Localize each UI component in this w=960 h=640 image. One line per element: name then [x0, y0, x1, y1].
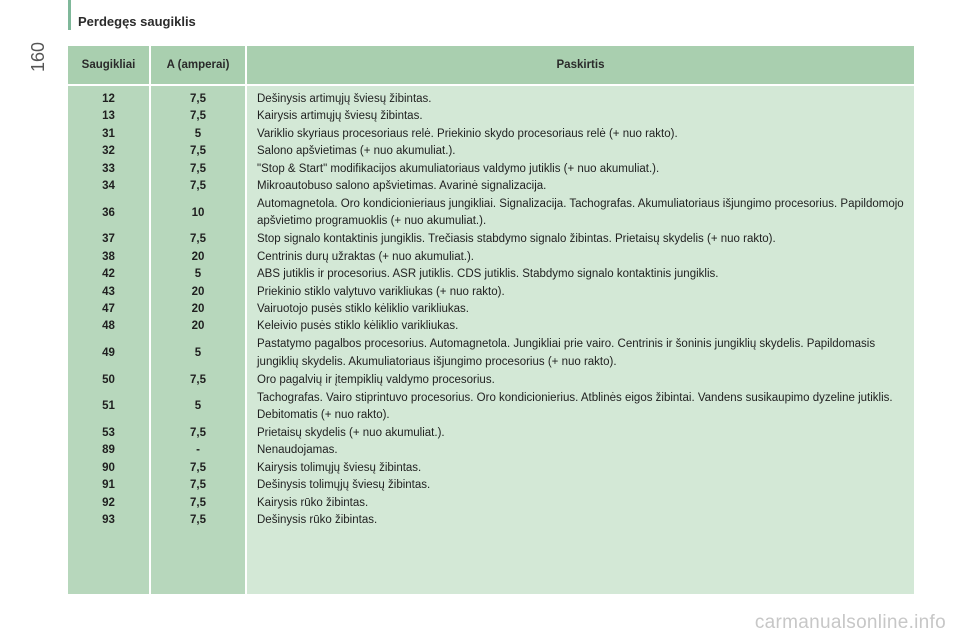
purpose-cell: Dešinysis tolimųjų šviesų žibintas.: [257, 479, 431, 492]
amperage-cell: 7,5: [190, 479, 206, 492]
page-number: 160: [28, 41, 48, 72]
purpose-cell: Tachografas. Vairo stiprintuvo procesorius. Oro kondicionierius. Atblinės eigos žibintai. Vandens susikaupimo dyzeline jutiklis. Debitomatis (+ nuo rakto).: [257, 391, 893, 422]
amperage-cell: 7,5: [190, 373, 206, 386]
fuse-number-cell: 90: [102, 461, 115, 474]
purpose-cell: Mikroautobuso salono apšvietimas. Avarinė signalizacija.: [257, 179, 547, 192]
fuse-number-column: [68, 86, 151, 594]
amperage-cell: 20: [191, 250, 205, 263]
fuse-number-cell: 12: [102, 93, 115, 105]
fuse-table: [68, 46, 914, 594]
column-header-purpose: Paskirtis: [247, 46, 914, 86]
purpose-column: [247, 86, 914, 594]
amperage-cell: 7,5: [190, 461, 206, 474]
amperage-cell: 7,5: [190, 110, 206, 123]
column-header-amps: A (amperai): [151, 46, 247, 86]
fuse-number-cell: 38: [102, 250, 115, 263]
purpose-cell: Salono apšvietimas (+ nuo akumuliat.).: [257, 145, 456, 158]
purpose-cell: Pastatymo pagalbos procesorius. Automagnetola. Jungikliai prie vairo. Centrinis ir šoninis jungiklių skydelis. Papildomasis jungiklių skydelis. Akumuliatoriaus išjungimo procesorius (+ nuo rakto).: [257, 338, 876, 368]
purpose-cell: Stop signalo kontaktinis jungiklis. Trečiasis stabdymo signalo žibintas. Prietaisų skydelis (+ nuo rakto).: [257, 233, 776, 246]
amperage-cell: 7,5: [190, 233, 206, 246]
amperage-cell: 7,5: [190, 179, 206, 192]
fuse-number-cell: 34: [102, 179, 115, 192]
amperage-cell: 7,5: [190, 514, 206, 527]
section-accent-bar: [68, 0, 71, 30]
amperage-cell: 5: [194, 127, 202, 140]
fuse-number-cell: 51: [102, 400, 115, 413]
amperage-cell: 7,5: [190, 93, 206, 105]
fuse-number-cell: 50: [102, 373, 115, 386]
column-header-fuse: Saugikliai: [68, 46, 151, 86]
fuse-number-cell: 31: [102, 127, 115, 140]
amperage-cell: -: [196, 444, 200, 457]
amperage-cell: 10: [191, 206, 205, 219]
fuse-number-cell: 37: [102, 233, 115, 246]
amperage-cell: 7,5: [190, 427, 206, 440]
amperage-cell: 7,5: [190, 496, 206, 509]
fuse-number-cell: 49: [102, 346, 115, 359]
fuse-number-cell: 53: [102, 427, 115, 440]
purpose-cell: Nenaudojamas.: [257, 444, 338, 457]
purpose-cell: Oro pagalvių ir įtempiklių valdymo procesorius.: [257, 373, 495, 386]
purpose-cell: Kairysis rūko žibintas.: [257, 496, 369, 509]
fuse-number-cell: 42: [102, 268, 115, 281]
purpose-cell: Automagnetola. Oro kondicionieriaus jungikliai. Signalizacija. Tachografas. Akumuliatoriaus išjungimo procesorius. Papildomojo apšvietimo programuoklis (+ nuo akumuliat.).: [257, 197, 904, 228]
amperage-cell: 5: [194, 400, 202, 413]
purpose-cell: Prietaisų skydelis (+ nuo akumuliat.).: [257, 427, 445, 440]
section-title: Perdegęs saugiklis: [78, 14, 196, 29]
fuse-number-cell: 93: [102, 514, 115, 527]
fuse-number-cell: 33: [102, 162, 115, 175]
amperage-cell: 20: [191, 320, 205, 333]
amperage-cell: 7,5: [190, 162, 206, 175]
amperage-cell: 5: [194, 268, 202, 281]
watermark-text: carmanualsonline.info: [754, 612, 946, 633]
purpose-cell: Kairysis artimųjų šviesų žibintas.: [257, 110, 423, 123]
purpose-cell: Priekinio stiklo valytuvo varikliukas (+ nuo rakto).: [257, 285, 505, 298]
fuse-number-cell: 43: [102, 285, 115, 298]
purpose-cell: Kairysis tolimųjų šviesų žibintas.: [257, 461, 422, 474]
fuse-number-cell: 48: [102, 320, 115, 333]
fuse-number-cell: 13: [102, 110, 115, 123]
fuse-number-cell: 47: [102, 302, 115, 315]
purpose-cell: Variklio skyriaus procesoriaus relė. Priekinio skydo procesoriaus relė (+ nuo rakto).: [257, 127, 678, 140]
amperage-cell: 5: [194, 346, 202, 359]
fuse-number-cell: 92: [102, 496, 115, 509]
purpose-cell: Dešinysis rūko žibintas.: [257, 514, 378, 527]
purpose-cell: Keleivio pusės stiklo kėliklio varikliukas.: [257, 320, 459, 333]
fuse-number-cell: 32: [102, 145, 115, 158]
fuse-number-cell: 91: [102, 479, 115, 492]
fuse-number-cell: 36: [102, 206, 115, 219]
purpose-cell: Dešinysis artimųjų šviesų žibintas.: [257, 93, 432, 105]
purpose-cell: Centrinis durų užraktas (+ nuo akumuliat.).: [257, 250, 475, 263]
amperage-column: [151, 86, 247, 594]
amperage-cell: 20: [191, 302, 205, 315]
amperage-cell: 20: [191, 285, 205, 298]
purpose-cell: Vairuotojo pusės stiklo kėliklio varikliukas.: [257, 302, 469, 315]
fuse-number-cell: 89: [102, 444, 115, 457]
purpose-cell: "Stop & Start" modifikacijos akumuliatoriaus valdymo jutiklis (+ nuo akumuliat.).: [257, 162, 660, 175]
amperage-cell: 7,5: [190, 145, 206, 158]
purpose-cell: ABS jutiklis ir procesorius. ASR jutiklis. CDS jutiklis. Stabdymo signalo kontaktinis jungiklis.: [257, 268, 719, 281]
